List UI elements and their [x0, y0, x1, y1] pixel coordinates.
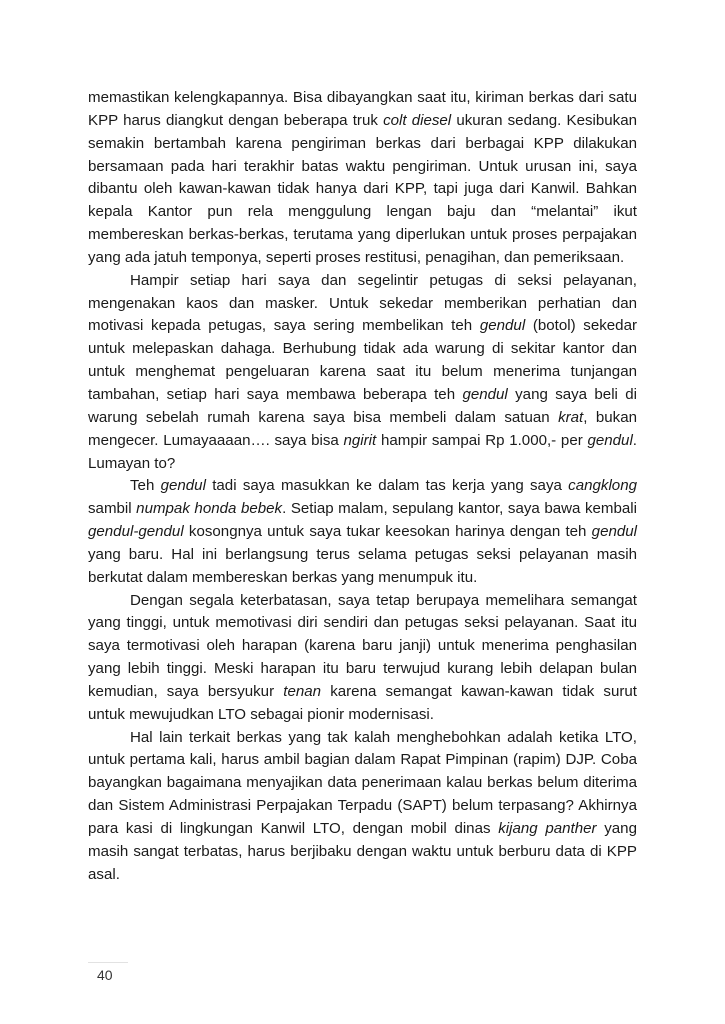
text-run: ukuran sedang. Kesibukan semakin bertambah karena pengiriman berkas dari berbagai KPP dilakukan bersamaan pada hari terakhir batas waktu pengiriman. Untuk urusan ini, saya dibantu oleh kawan-kawan tidak hanya dari KPP, tapi juga dari Kanwil. Bahkan kepala Kantor pun rela menggulung lengan baju dan “melantai” ikut membereskan berkas-berkas, terutama yang diperlukan untuk proses perpajakan yang ada jatuh temponya, seperti proses restitusi, penagihan, dan pemeriksaan.: [88, 111, 637, 266]
italic-term: numpak honda bebek: [136, 500, 283, 518]
italic-term: gendul: [479, 317, 526, 335]
text-run: karena semangat kawan-kawan tidak surut untuk mewujudkan LTO sebagai pionir modernisasi.: [88, 682, 637, 723]
paragraph: [88, 87, 637, 270]
text-run: memastikan kelengkapannya. Bisa dibayangkan saat itu, kiriman berkas dari satu KPP harus diangkut dengan beberapa truk: [88, 89, 637, 129]
text-run: Hal lain terkait berkas yang tak kalah menghebohkan adalah ketika LTO, untuk pertama kali, harus ambil bagian dalam Rapat Pimpinan (rapim) DJP. Coba bayangkan bagaimana menyajikan data penerimaan kalau berkas belum diterima dan Sistem Administrasi Perpajakan Terpadu (SAPT) belum terpasang? Akhirnya para kasi di lingkungan Kanwil LTO, dengan mobil dinas: [88, 728, 637, 837]
italic-term: gendul: [587, 431, 633, 449]
paragraph: [88, 270, 637, 476]
text-run: sambil: [88, 500, 137, 518]
italic-term: cangklong: [568, 477, 637, 495]
italic-term: gendul: [591, 523, 637, 541]
text-run: kosongnya untuk saya tukar keesokan harinya dengan teh: [183, 523, 592, 541]
text-run: yang masih sangat terbatas, harus berjibaku dengan waktu untuk berburu data di KPP asal.: [88, 820, 637, 883]
paragraph: [88, 727, 637, 887]
text-run: Hampir setiap hari saya dan segelintir petugas di seksi pelayanan, mengenakan kaos dan masker. Untuk sekedar memberikan perhatian dan motivasi kepada petugas, saya sering membelikan teh: [88, 271, 637, 335]
italic-term: colt diesel: [383, 111, 452, 129]
paragraph: [88, 475, 637, 589]
text-run: hampir sampai Rp 1.000,- per: [376, 431, 588, 449]
italic-term: tenan: [283, 682, 322, 700]
italic-term: gendul-gendul: [88, 523, 184, 541]
text-run: tadi saya masukkan ke dalam tas kerja yang saya: [205, 477, 569, 495]
italic-term: gendul: [462, 385, 508, 403]
italic-term: kijang panther: [498, 820, 597, 837]
text-run: yang baru. Hal ini berlangsung terus selama petugas seksi pelayanan masih berkutat dalam membereskan berkas yang menumpuk itu.: [88, 545, 637, 586]
page-number: 40: [97, 967, 113, 983]
footer-rule: [88, 962, 128, 963]
text-run: , bukan mengecer. Lumayaaaan…. saya bisa: [88, 408, 637, 449]
text-run: Dengan segala keterbatasan, saya tetap berupaya memelihara semangat yang tinggi, untuk memotivasi diri sendiri dan petugas seksi pelayanan. Saat itu saya termotivasi oleh harapan (karena baru janji) untuk menerima penghasilan yang lebih tinggi. Meski harapan itu baru terwujud kurang lebih delapan bulan kemudian, saya bersyukur: [88, 591, 637, 700]
italic-term: krat: [558, 408, 584, 426]
text-run: . Lumayan to?: [88, 431, 637, 472]
text-run: yang saya beli di warung sebelah rumah karena saya bisa membeli dalam satuan: [88, 385, 638, 426]
paragraph: [88, 590, 637, 727]
page-body: [88, 87, 637, 887]
italic-term: ngirit: [343, 431, 377, 449]
text-run: Teh: [130, 477, 161, 495]
text-run: . Setiap malam, sepulang kantor, saya bawa kembali: [282, 500, 637, 518]
text-run: (botol) sekedar untuk melepaskan dahaga. Berhubung tidak ada warung di sekitar kantor dan untuk menghemat pengeluaran karena saat itu belum menerima tunjangan tambahan, setiap hari saya membawa beberapa teh: [88, 317, 637, 403]
italic-term: gendul: [160, 477, 206, 495]
